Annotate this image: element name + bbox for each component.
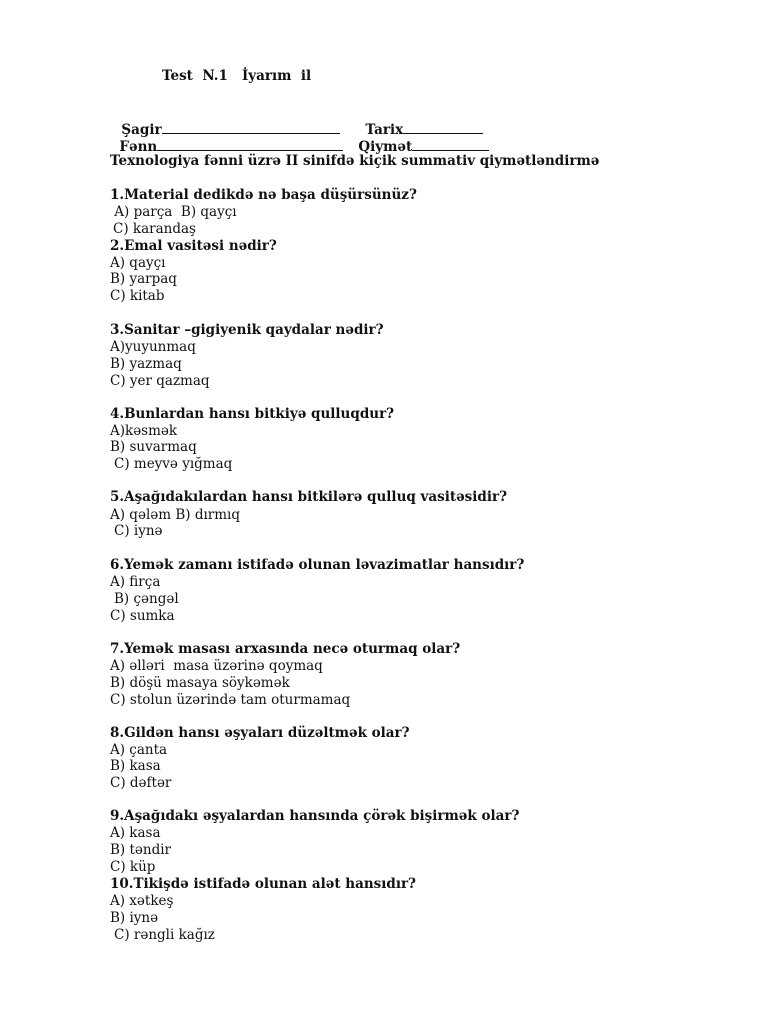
question-7-option-c[interactable]: C) stolun üzərində tam oturmamaq <box>110 692 351 708</box>
question-5: 5.Aşağıdakılardan hansı bitkilərə qulluq vasitəsidir? <box>110 489 507 505</box>
question-5-option-ab[interactable]: A) qələm B) dırmıq <box>110 507 240 523</box>
question-4-option-c[interactable]: C) meyvə yığmaq <box>114 456 233 472</box>
question-6-option-c[interactable]: C) sumka <box>110 608 175 624</box>
grade-field <box>349 120 489 156</box>
student-label: Şagir <box>121 122 162 138</box>
question-2: 2.Emal vasitəsi nədir? <box>110 238 277 254</box>
test-title: Test N.1 İyarım il <box>162 68 312 84</box>
question-7: 7.Yemək masası arxasında necə oturmaq olar? <box>110 641 461 657</box>
date-label: Tarix <box>365 122 404 138</box>
question-10-option-b[interactable]: B) iynə <box>110 910 159 926</box>
question-6-option-b[interactable]: B) çəngəl <box>114 591 179 607</box>
question-2-option-b[interactable]: B) yarpaq <box>110 271 177 287</box>
subject-label: Fənn <box>119 139 158 155</box>
question-10: 10.Tikişdə istifadə olunan alət hansıdır? <box>110 876 416 892</box>
question-9-option-a[interactable]: A) kasa <box>110 825 161 841</box>
question-8: 8.Gildən hansı əşyaları düzəltmək olar? <box>110 725 410 741</box>
question-10-option-c[interactable]: C) rəngli kağız <box>114 927 215 943</box>
question-8-option-c[interactable]: C) dəftər <box>110 775 172 791</box>
grade-label: Qiymət <box>358 139 413 155</box>
question-6: 6.Yemək zamanı istifadə olunan ləvazimatlar hansıdır? <box>110 557 525 573</box>
question-7-option-a[interactable]: A) əlləri masa üzərinə qoymaq <box>110 658 323 674</box>
test-subtitle: Texnologiya fənni üzrə II sinifdə kiçik summativ qiymətləndirmə <box>110 153 600 169</box>
question-2-option-a[interactable]: A) qayçı <box>110 255 166 271</box>
question-7-option-b[interactable]: B) döşü masaya söykəmək <box>110 675 290 691</box>
question-2-option-c[interactable]: C) kitab <box>110 288 165 304</box>
question-10-option-a[interactable]: A) xətkeş <box>110 893 174 909</box>
question-5-option-c[interactable]: C) iynə <box>114 523 163 539</box>
question-8-option-b[interactable]: B) kasa <box>110 758 161 774</box>
question-4-option-a[interactable]: A)kəsmək <box>110 423 178 439</box>
question-4-option-b[interactable]: B) suvarmaq <box>110 439 197 455</box>
question-1: 1.Material dedikdə nə başa düşürsünüz? <box>110 187 417 203</box>
grade-blank[interactable] <box>412 137 489 151</box>
question-3-option-a[interactable]: A)yuyunmaq <box>110 339 196 355</box>
question-4: 4.Bunlardan hansı bitkiyə qulluqdur? <box>110 406 395 422</box>
question-1-option-ab[interactable]: A) parça B) qayçı <box>110 204 237 220</box>
question-3-option-b[interactable]: B) yazmaq <box>110 356 182 372</box>
question-1-option-c[interactable]: C) karandaş <box>113 221 196 237</box>
question-9-option-c[interactable]: C) küp <box>110 859 156 875</box>
question-3-option-c[interactable]: C) yer qazmaq <box>110 373 210 389</box>
subject-blank[interactable] <box>157 137 343 151</box>
question-3: 3.Sanitar –gigiyenik qaydalar nədir? <box>110 322 384 338</box>
subject-field <box>110 120 343 156</box>
question-9-option-b[interactable]: B) təndir <box>110 842 172 858</box>
question-8-option-a[interactable]: A) çanta <box>110 742 168 758</box>
question-6-option-a[interactable]: A) firça <box>110 574 161 590</box>
question-9: 9.Aşağıdakı əşyalardan hansında çörək bişirmək olar? <box>110 808 520 824</box>
